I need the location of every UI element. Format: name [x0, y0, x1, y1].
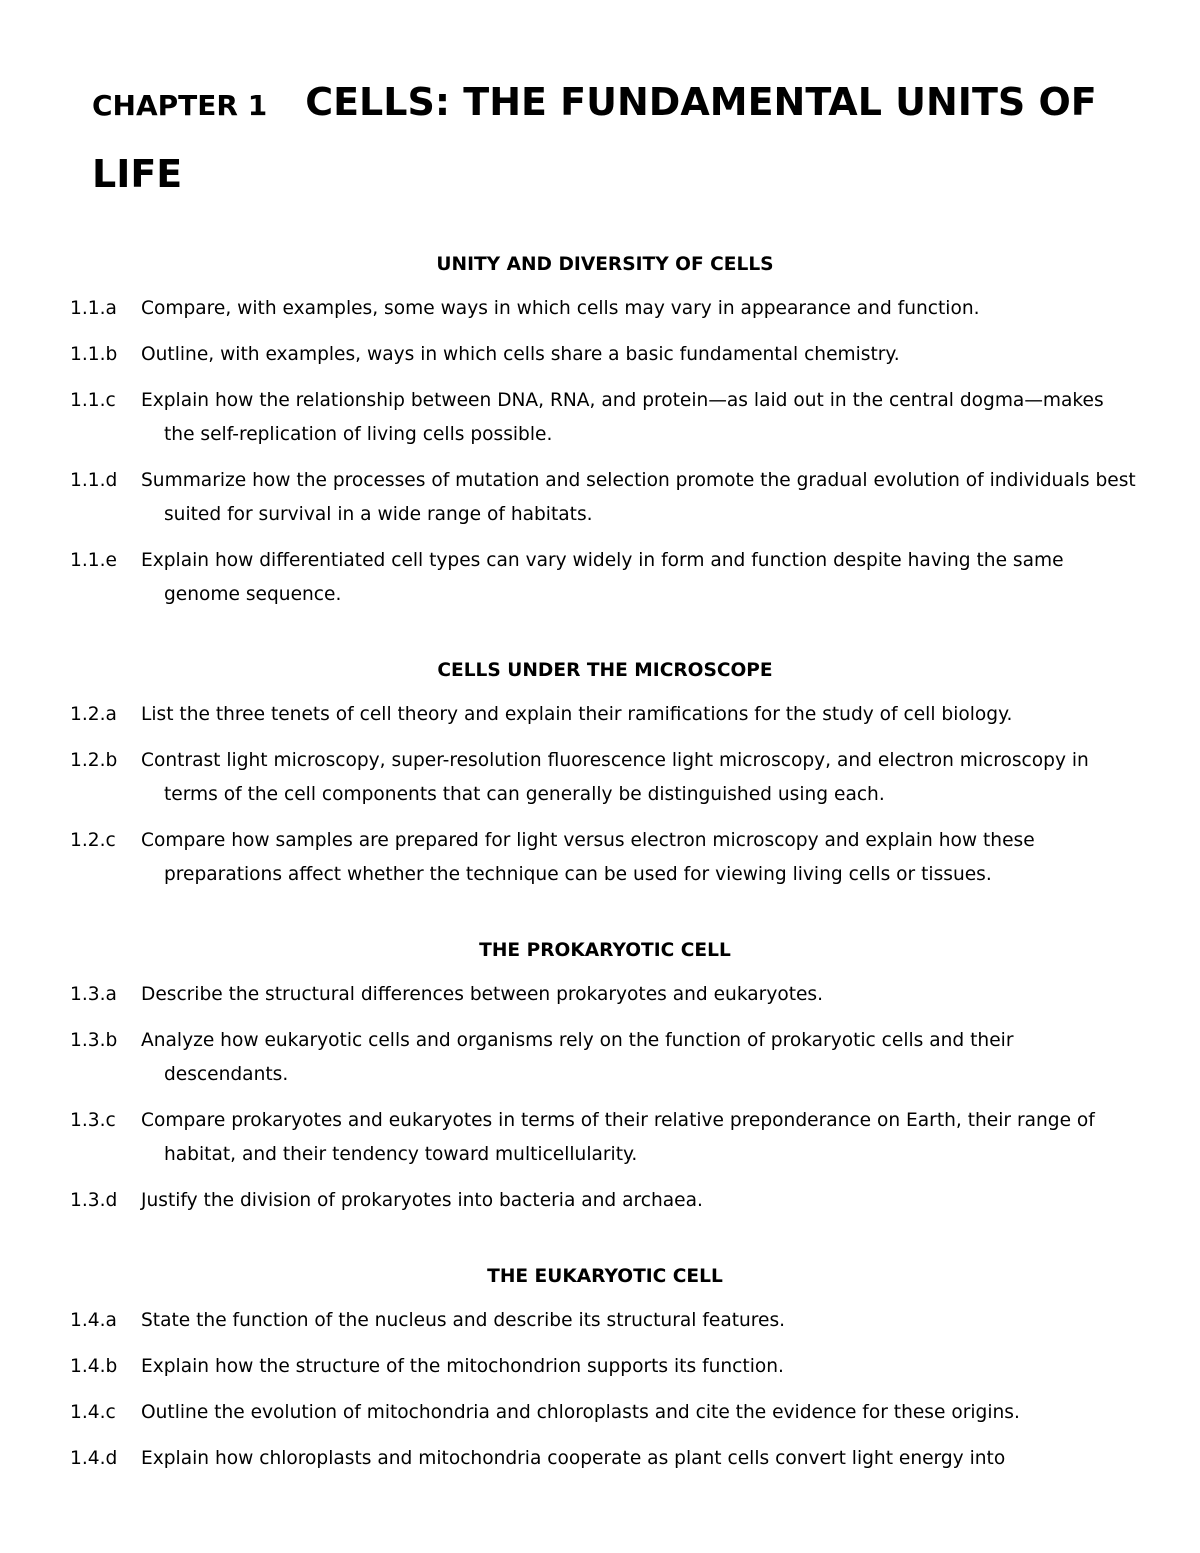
objective-number: 1.3.a — [70, 984, 117, 1005]
objective-number: 1.1.a — [70, 298, 117, 319]
objective-item — [70, 1304, 1140, 1338]
objective-item — [70, 824, 1140, 892]
objective-item — [70, 292, 1140, 326]
objective-number: 1.2.b — [70, 750, 118, 771]
objective-item — [70, 744, 1140, 812]
objective-text: Compare how samples are prepared for light versus electron microscopy and explain how these preparations affect whether the technique can be used for viewing living cells or tissues. — [141, 830, 1035, 885]
objective-number: 1.3.d — [70, 1190, 118, 1211]
section-microscope — [70, 656, 1140, 892]
objectives-content — [70, 250, 1140, 1520]
objective-item — [70, 1184, 1140, 1218]
objective-number: 1.2.c — [70, 830, 116, 851]
objective-item — [70, 1024, 1140, 1092]
section-title: CELLS UNDER THE MICROSCOPE — [437, 660, 773, 681]
objective-item — [70, 464, 1140, 532]
objective-text: Explain how chloroplasts and mitochondria cooperate as plant cells convert light energy into — [141, 1448, 1006, 1469]
section-unity-diversity — [70, 250, 1140, 612]
objective-item — [70, 1396, 1140, 1430]
objective-number: 1.4.c — [70, 1402, 116, 1423]
objective-item — [70, 384, 1140, 452]
section-eukaryotic — [70, 1262, 1140, 1476]
section-prokaryotic — [70, 936, 1140, 1218]
objective-number: 1.3.b — [70, 1030, 118, 1051]
objective-text: Explain how differentiated cell types can vary widely in form and function despite having the same genome sequence. — [141, 550, 1064, 605]
section-title: THE EUKARYOTIC CELL — [487, 1266, 723, 1287]
objective-item — [70, 1442, 1140, 1476]
objective-text: Outline the evolution of mitochondria and chloroplasts and cite the evidence for these origins. — [141, 1402, 1020, 1423]
objective-text: Describe the structural differences between prokaryotes and eukaryotes. — [141, 984, 824, 1005]
chapter-label: CHAPTER 1 — [92, 89, 268, 122]
objective-item — [70, 698, 1140, 732]
objective-text: Summarize how the processes of mutation and selection promote the gradual evolution of individuals best suited for survival in a wide range of habitats. — [141, 470, 1136, 525]
chapter-title: CELLS: THE FUNDAMENTAL UNITS OF LIFE — [92, 80, 1097, 196]
objective-text: Justify the division of prokaryotes into bacteria and archaea. — [141, 1190, 703, 1211]
objective-number: 1.1.c — [70, 390, 116, 411]
objective-text: Compare prokaryotes and eukaryotes in terms of their relative preponderance on Earth, their range of habitat, and their tendency toward multicellularity. — [141, 1110, 1095, 1165]
objective-number: 1.4.a — [70, 1310, 117, 1331]
objective-item — [70, 1104, 1140, 1172]
objective-item — [70, 544, 1140, 612]
chapter-heading — [92, 70, 1152, 214]
objective-text: Contrast light microscopy, super-resolution fluorescence light microscopy, and electron microscopy in terms of the cell components that can generally be distinguished using each. — [141, 750, 1089, 805]
objective-text: Outline, with examples, ways in which cells share a basic fundamental chemistry. — [141, 344, 900, 365]
objective-item — [70, 338, 1140, 372]
objective-text: Explain how the relationship between DNA, RNA, and protein—as laid out in the central dogma—makes the self-replication of living cells possible. — [141, 390, 1104, 445]
section-title: THE PROKARYOTIC CELL — [479, 940, 731, 961]
objective-text: Compare, with examples, some ways in which cells may vary in appearance and function. — [141, 298, 980, 319]
objective-number: 1.1.e — [70, 550, 117, 571]
objective-number: 1.4.b — [70, 1356, 118, 1377]
objective-number: 1.1.b — [70, 344, 118, 365]
objective-number: 1.4.d — [70, 1448, 118, 1469]
objective-text: List the three tenets of cell theory and explain their ramifications for the study of cell biology. — [141, 704, 1013, 725]
section-title: UNITY AND DIVERSITY OF CELLS — [436, 254, 774, 275]
objective-number: 1.3.c — [70, 1110, 116, 1131]
objective-item — [70, 978, 1140, 1012]
objective-text: Explain how the structure of the mitochondrion supports its function. — [141, 1356, 784, 1377]
objective-text: Analyze how eukaryotic cells and organisms rely on the function of prokaryotic cells and their descendants. — [141, 1030, 1014, 1085]
objective-item — [70, 1350, 1140, 1384]
objective-text: State the function of the nucleus and describe its structural features. — [141, 1310, 786, 1331]
objective-number: 1.2.a — [70, 704, 117, 725]
objective-number: 1.1.d — [70, 470, 118, 491]
